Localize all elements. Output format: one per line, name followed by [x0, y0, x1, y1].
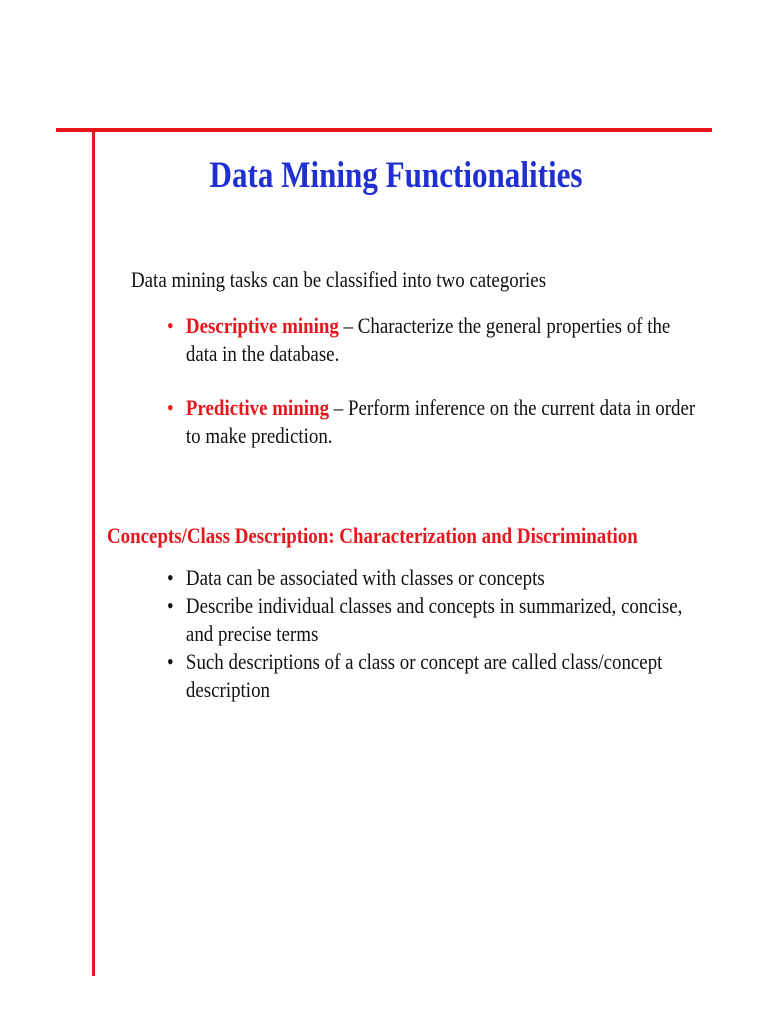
list-item-text: Such descriptions of a class or concept are called class/concept description — [185, 649, 663, 702]
list-item-text: Data can be associated with classes or concepts — [185, 565, 545, 590]
bullet-icon: • — [167, 565, 174, 590]
section-heading: Concepts/Class Description: Characterization and Discrimination — [107, 523, 638, 548]
bullet-icon: • — [167, 395, 174, 420]
bullet-icon: • — [167, 593, 174, 618]
top-red-rule — [56, 128, 712, 132]
concept-description-list — [167, 564, 700, 704]
predictive-mining-definition: – Perform inference on the current data in order to make prediction. — [185, 395, 696, 448]
intro-text: Data mining tasks can be classified into two categories — [131, 267, 547, 292]
list-item-predictive-mining — [167, 394, 700, 450]
list-item — [167, 648, 700, 704]
descriptive-mining-definition: – Characterize the general properties of the data in the database. — [185, 313, 671, 366]
bullet-icon: • — [167, 313, 174, 338]
bullet-icon: • — [167, 649, 174, 674]
list-item-descriptive-mining — [167, 312, 700, 368]
list-item — [167, 564, 700, 592]
mining-categories-list — [167, 312, 700, 450]
list-item — [167, 592, 700, 648]
left-red-rule — [92, 128, 95, 976]
list-item-text: Describe individual classes and concepts in summarized, concise, and precise terms — [185, 593, 683, 646]
slide-title: Data Mining Functionalities — [209, 155, 583, 196]
term-descriptive-mining: Descriptive mining — [185, 313, 339, 338]
term-predictive-mining: Predictive mining — [185, 395, 330, 420]
